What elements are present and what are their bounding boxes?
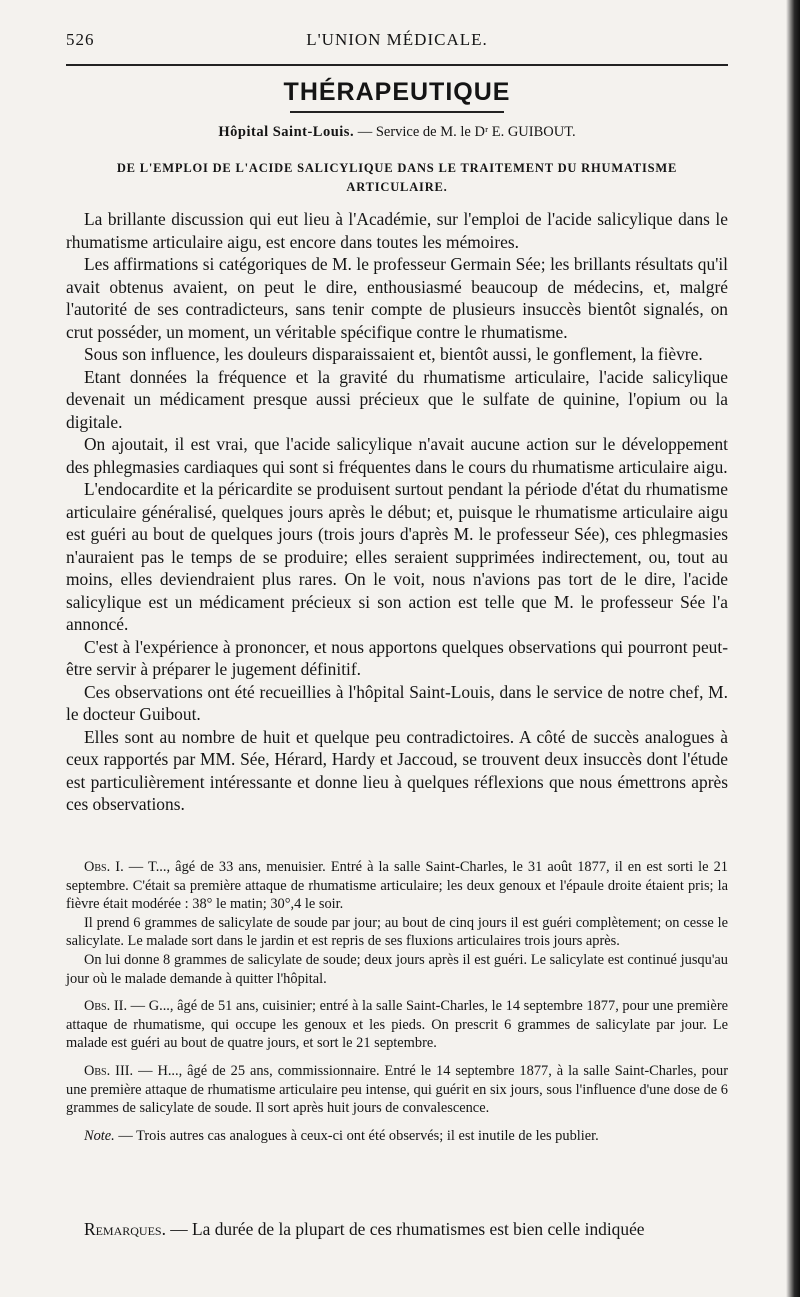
paragraph: Etant données la fréquence et la gravité du rhumatisme articulaire, l'acide salicylique devenait un médicament presque aussi précieux que le sulfate de quinine, l'opium ou la digitale. <box>66 366 728 432</box>
remarks-text: — La durée de la plupart de ces rhumatismes est bien celle indiquée <box>165 1219 645 1239</box>
observation-label: Obs. II. <box>84 998 128 1015</box>
observation-text: — G..., âgé de 51 ans, cuisinier; entré à la salle Saint-Charles, le 14 septembre 1877, pour une première attaque de rhumatisme, qui occupe les genoux et les pieds. On prescrit 6 grammes de salicylate par jour. Le malade est guéri au bout de quatre jours, et sort le 21 septembre. <box>66 998 728 1052</box>
spacer <box>66 988 728 997</box>
article-title: DE L'EMPLOI DE L'ACIDE SALICYLIQUE DANS LE TRAITEMENT DU RHUMATISME ARTICULAIRE. <box>116 161 678 194</box>
article-body <box>66 208 728 816</box>
section-rule <box>290 111 504 113</box>
paragraph: Sous son influence, les douleurs disparaissaient et, bientôt aussi, le gonflement, la fièvre. <box>84 344 703 364</box>
journal-title: L'UNION MÉDICALE. <box>306 30 488 49</box>
remarks-label: Remarques. <box>84 1219 166 1239</box>
observation-text: — H..., âgé de 25 ans, commissionnaire. Entré le 14 septembre 1877, à la salle Saint-Charles, pour une première attaque de rhumatisme articulaire peu intense, qui guérit en six jours, sous l'influence d'une dose de 6 grammes de salicylate de soude. Il sort après huit jours de convalescence. <box>66 1062 728 1117</box>
page-edge-shadow <box>786 0 800 1297</box>
hospital-line <box>66 124 728 141</box>
observation-1-continued: Il prend 6 grammes de salicylate de soude par jour; au bout de cinq jours il est guéri complètement; on cesse le salicylate. Le malade sort dans le jardin et est repris de ses fluxions articulaires trois jours après. <box>66 914 728 950</box>
observation-3 <box>66 1062 728 1118</box>
observation-1-continued: On lui donne 8 grammes de salicylate de soude; deux jours après il est guéri. Le salicylate est continué jusqu'au jour où le malade demande à quitter l'hôpital. <box>66 951 728 987</box>
running-head <box>66 30 728 54</box>
spacer <box>66 1053 728 1062</box>
observation-label: Obs. I. <box>84 859 124 875</box>
spacer <box>66 1118 728 1127</box>
paragraph: L'endocardite et la péricardite se produisent surtout pendant la période d'état du rhumatisme articulaire généralisé, quelques jours après le début; et, puisque le rhumatisme articulaire aigu est guéri au bout de quelques jours (trois jours d'après M. le professeur Sée), ces phlegmasies n'auraient pas le temps de se produire; elles seraient supprimées indirectement, ou, tout au moins, elles deviendraient plus rares. On le voit, nous n'avions pas tort de le dire, l'acide salicylique est un médicament précieux si son action est telle que M. le professeur Sée l'a annoncé. <box>66 479 728 634</box>
paragraph: C'est à l'expérience à prononcer, et nous apportons quelques observations qui pourront peut-être servir à préparer le jugement définitif. <box>66 636 728 679</box>
remarks-paragraph <box>66 1218 728 1241</box>
section-title: THÉRAPEUTIQUE <box>283 78 511 106</box>
note-label: Note. <box>84 1127 115 1144</box>
remarks <box>66 1218 728 1241</box>
observations <box>66 858 728 1145</box>
note <box>66 1127 728 1146</box>
observation-2 <box>66 997 728 1053</box>
observation-label: Obs. III. <box>84 1062 134 1079</box>
paragraph: Elles sont au nombre de huit et quelque peu contradictoires. A côté de succès analogues à ceux rapportés par MM. Sée, Hérard, Hardy et Jaccoud, se trouvent deux insuccès dont l'étude est particulièrement intéressante et donne lieu à quelques réflexions que nous émettrons après ces observations. <box>66 726 728 814</box>
paragraph: On ajoutait, il est vrai, que l'acide salicylique n'avait aucune action sur le développement des phlegmasies cardiaques qui sont si fréquentes dans le cours du rhumatisme articulaire aigu. <box>66 434 728 477</box>
hospital-name: Hôpital Saint-Louis. <box>218 124 355 140</box>
page-number: 526 <box>66 30 95 49</box>
paragraph: La brillante discussion qui eut lieu à l'Académie, sur l'emploi de l'acide salicylique dans le rhumatisme articulaire aigu, est encore dans toutes les mémoires. <box>66 209 728 252</box>
observation-1 <box>66 858 728 914</box>
paragraph: Ces observations ont été recueillies à l'hôpital Saint-Louis, dans le service de notre chef, M. le docteur Guibout. <box>66 681 728 724</box>
observation-text: — T..., âgé de 33 ans, menuisier. Entré à la salle Saint-Charles, le 31 août 1877, il en est sorti le 21 septembre. C'était sa première attaque de rhumatisme articulaire; les deux genoux et l'épaule droite étaient pris; la fièvre était modérée : 38° le matin; 30°,4 le soir. <box>66 859 728 913</box>
note-text: — Trois autres cas analogues à ceux-ci ont été observés; il est inutile de les publier. <box>114 1127 599 1144</box>
service-text: — Service de M. le Dʳ E. GUIBOUT. <box>354 124 576 140</box>
paragraph: Les affirmations si catégoriques de M. le professeur Germain Sée; les brillants résultats qu'il avait obtenus avaient, on peut le dire, enthousiasmé beaucoup de médecins, et, malgré l'autorité de ses contradicteurs, sans tenir compte de plusieurs insuccès bientôt signalés, on crut posséder, un moment, un véritable spécifique contre le rhumatisme. <box>66 254 728 342</box>
header-rule <box>66 64 728 66</box>
